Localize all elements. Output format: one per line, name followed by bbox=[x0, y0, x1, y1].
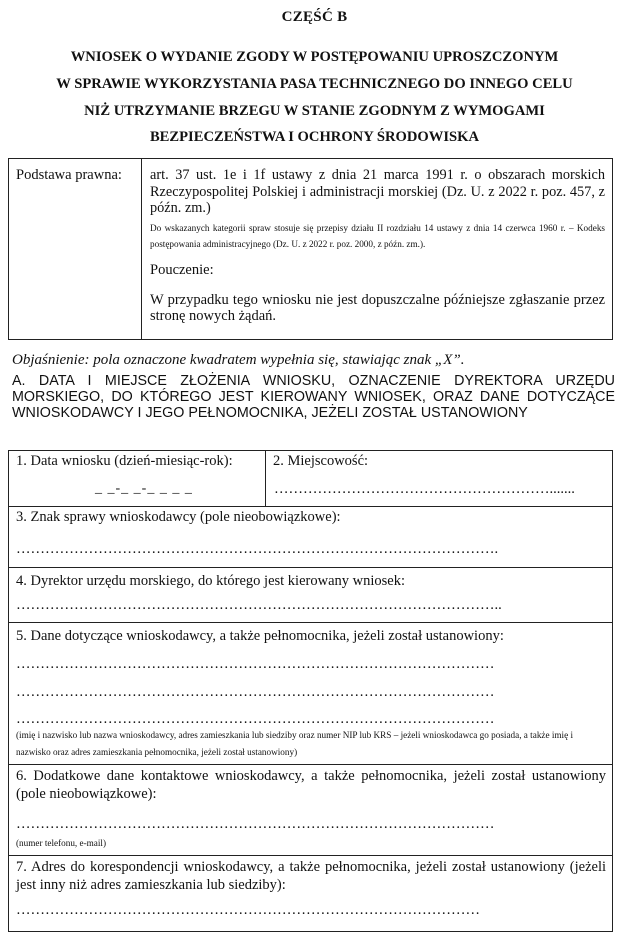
legal-basis-table bbox=[8, 158, 613, 340]
form-title bbox=[30, 44, 599, 151]
legal-basis-label: Podstawa prawna: bbox=[16, 167, 122, 183]
case-number-label: 3. Znak sprawy wnioskodawcy (pole nieobowiązkowe): bbox=[16, 509, 341, 525]
field-case-number bbox=[8, 507, 613, 568]
field-contact-data bbox=[8, 765, 613, 856]
field-director bbox=[8, 568, 613, 623]
date-cell[interactable] bbox=[9, 451, 266, 506]
form-title-line: W SPRAWIE WYKORZYSTANIA PASA TECHNICZNEGO DO INNEGO CELU bbox=[56, 75, 573, 92]
director-input[interactable]: ……………………………………………………………………………………….. bbox=[16, 597, 502, 613]
director-label: 4. Dyrektor urzędu morskiego, do którego jest kierowany wniosek: bbox=[16, 573, 405, 589]
correspondence-address-label: 7. Adres do korespondencji wnioskodawcy, a także pełnomocnika, jeżeli został ustanowiony (jeżeli jest inny niż adres zamieszkania lub siedziby): bbox=[16, 859, 606, 893]
explanation-note: Objaśnienie: pola oznaczone kwadratem wypełnia się, stawiając znak „X”. bbox=[12, 352, 465, 368]
applicant-data-line[interactable]: ……………………………………………………………………………………… bbox=[16, 684, 495, 700]
applicant-data-note: (imię i nazwisko lub nazwa wnioskodawcy, adres zamieszkania lub siedziby oraz numer NIP lub KRS – jeżeli wnioskodawca go posiada, a także imię i nazwisko oraz adres zamieszkania pełnomocnika, jeżeli został ustanowiony) bbox=[16, 730, 574, 757]
form-title-line: WNIOSEK O WYDANIE ZGODY W POSTĘPOWANIU UPROSZCZONYM bbox=[70, 49, 559, 65]
pouczenie-label: Pouczenie: bbox=[150, 261, 214, 278]
contact-data-input[interactable]: ……………………………………………………………………………………… bbox=[16, 816, 495, 832]
contact-data-note: (numer telefonu, e-mail) bbox=[16, 838, 107, 848]
applicant-data-line[interactable]: ……………………………………………………………………………………… bbox=[16, 656, 495, 672]
field-applicant-data bbox=[8, 623, 613, 765]
applicant-data-label: 5. Dane dotyczące wnioskodawcy, a także pełnomocnika, jeżeli został ustanowiony: bbox=[16, 628, 504, 644]
legal-basis-label-cell bbox=[9, 159, 142, 339]
form-title-line: BEZPIECZEŃSTWA I OCHRONY ŚRODOWISKA bbox=[149, 129, 480, 146]
case-number-input[interactable]: ………………………………………………………………………………………. bbox=[16, 541, 499, 557]
legal-basis-text: art. 37 ust. 1e i 1f ustawy z dnia 21 marca 1991 r. o obszarach morskich Rzeczypospolitej Polskiej i administracji morskiej (Dz. U. z 2022 r. poz. 457, z późn. zm.) bbox=[150, 167, 605, 216]
date-input[interactable]: _ _-_ _-_ _ _ _ bbox=[95, 481, 193, 496]
section-a-heading: A. DATA I MIEJSCE ZŁOŻENIA WNIOSKU, OZNACZENIE DYREKTORA URZĘDU MORSKIEGO, DO KTÓREGO JEST KIEROWANY WNIOSEK, ORAZ DANE DOTYCZĄCE WNIOSKODAWCY I JEGO PEŁNOMOCNIKA, JEŻELI ZOSTAŁ USTANOWIONY bbox=[12, 373, 615, 421]
legal-basis-content bbox=[150, 167, 605, 325]
legal-basis-note: Do wskazanych kategorii spraw stosuje się przepisy działu II rozdziału 14 ustawy z dnia 14 czerwca 1960 r. – Kodeks postępowania administracyjnego (Dz. U. z 2022 r. poz. 2000, z późn. zm.). bbox=[150, 222, 605, 249]
part-heading: CZĘŚĆ B bbox=[281, 9, 348, 25]
place-label: 2. Miejscowość: bbox=[273, 453, 369, 469]
contact-data-label: 6. Dodatkowe dane kontaktowe wnioskodawcy, a także pełnomocnika, jeżeli został ustanowiony (pole nieobowiązkowe): bbox=[16, 768, 606, 802]
date-label: 1. Data wniosku (dzień-miesiąc-rok): bbox=[16, 453, 233, 469]
field-row-1-2 bbox=[8, 450, 613, 507]
applicant-data-line[interactable]: ……………………………………………………………………………………… bbox=[16, 711, 495, 727]
correspondence-address-input[interactable]: …………………………………………………………………………………… bbox=[16, 902, 480, 918]
pouczenie-text: W przypadku tego wniosku nie jest dopuszczalne późniejsze zgłaszanie przez stronę nowych żądań. bbox=[150, 291, 605, 324]
field-correspondence-address bbox=[8, 856, 613, 932]
place-input[interactable]: …………………………………………………....... bbox=[274, 481, 575, 497]
form-title-line: NIŻ UTRZYMANIE BRZEGU W STANIE ZGODNYM Z WYMOGAMI bbox=[84, 102, 545, 119]
